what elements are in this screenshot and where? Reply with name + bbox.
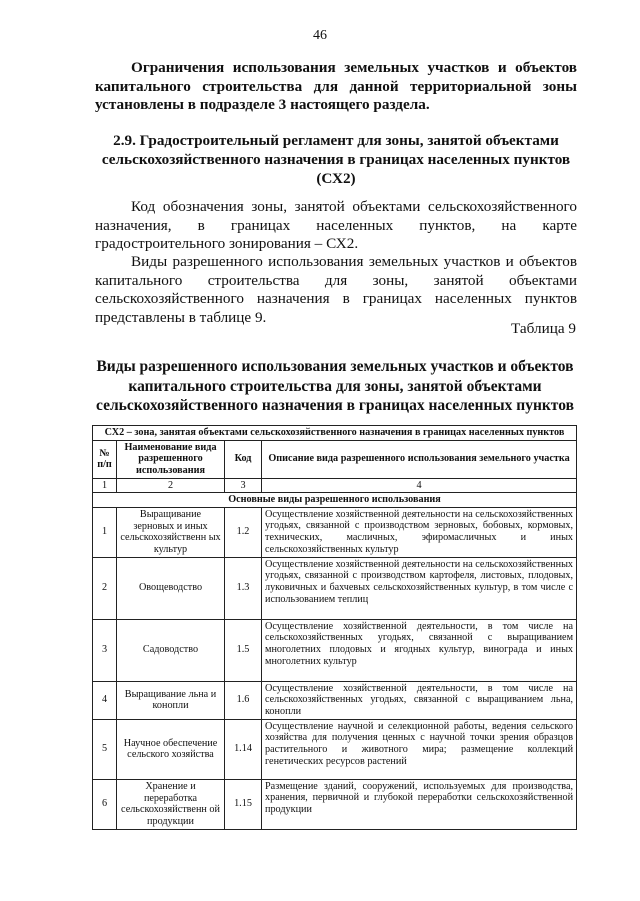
table-row xyxy=(93,507,577,557)
row-code: 1.3 xyxy=(225,557,262,619)
row-name: Выращивание зерновых и иных сельскохозяйственн ых культур xyxy=(117,507,225,557)
row-number: 4 xyxy=(93,681,117,719)
table-title: Виды разрешенного использования земельных участков и объектов капитального строительства для зоны, занятой объектами сельскохозяйственного назначения в границах населенных пунктов xyxy=(96,358,574,414)
row-name: Выращивание льна и конопли xyxy=(117,681,225,719)
row-description: Осуществление хозяйственной деятельности, в том числе на сельскохозяйственных угодьях, связанной с выращиванием многолетних плодовых и ягодных культур, винограда и иных многолетних культур xyxy=(262,619,577,681)
row-number: 2 xyxy=(93,557,117,619)
row-code: 1.5 xyxy=(225,619,262,681)
row-name: Садоводство xyxy=(117,619,225,681)
header-name: Наименование вида разрешенного использования xyxy=(117,440,225,478)
row-number: 1 xyxy=(93,507,117,557)
intro-paragraph: Ограничения использования земельных участков и объектов капитального строительства для данной территориальной зоны установлены в подразделе 3 настоящего раздела. xyxy=(95,59,577,114)
table-row xyxy=(93,557,577,619)
table-row xyxy=(93,619,577,681)
row-description: Осуществление научной и селекционной работы, ведения сельского хозяйства для получения ценных с научной точки зрения образцов растительного и животного мира; размещение коллекций генетических ресурсов растений xyxy=(262,719,577,779)
row-code: 1.14 xyxy=(225,719,262,779)
group-row xyxy=(93,493,577,508)
header-desc: Описание вида разрешенного использования земельного участка xyxy=(262,440,577,478)
row-description: Осуществление хозяйственной деятельности на сельскохозяйственных угодьях, связанной с производством зерновых, бобовых, кормовых, технических, масличных, эфиромасличных и иных сельскохозяйственных культур xyxy=(262,507,577,557)
section-title: 2.9. Градостроительный регламент для зоны, занятой объектами сельскохозяйственного назначения в границах населенных пунктов (СХ2) xyxy=(101,132,571,187)
table-row xyxy=(93,719,577,779)
row-code: 1.6 xyxy=(225,681,262,719)
col-number: 2 xyxy=(117,478,225,493)
row-code: 1.2 xyxy=(225,507,262,557)
row-description: Размещение зданий, сооружений, используемых для производства, хранения, первичной и глубокой переработки сельскохозяйственной продукции xyxy=(262,779,577,829)
row-name: Овощеводство xyxy=(117,557,225,619)
row-description: Осуществление хозяйственной деятельности на сельскохозяйственных угодьях, связанной с производством картофеля, листовых, плодовых, луковичных и бахчевых сельскохозяйственных культур, в том числе с использованием теплиц xyxy=(262,557,577,619)
table-header-row xyxy=(93,440,577,478)
header-num: № п/п xyxy=(93,440,117,478)
row-description: Осуществление хозяйственной деятельности, в том числе на сельскохозяйственных угодьях, связанной с выращиванием льна, конопли xyxy=(262,681,577,719)
row-name: Научное обеспечение сельского хозяйства xyxy=(117,719,225,779)
table-row xyxy=(93,681,577,719)
table-number: Таблица 9 xyxy=(511,320,576,337)
column-numbers-row xyxy=(93,478,577,493)
group-label: Основные виды разрешенного использования xyxy=(93,493,577,508)
header-code: Код xyxy=(225,440,262,478)
row-code: 1.15 xyxy=(225,779,262,829)
row-number: 6 xyxy=(93,779,117,829)
land-use-table xyxy=(92,425,577,830)
table-caption: СХ2 – зона, занятая объектами сельскохозяйственного назначения в границах населенных пунктов xyxy=(93,426,577,441)
page-number: 46 xyxy=(313,28,327,43)
table-row xyxy=(93,779,577,829)
paragraph-zone-code: Код обозначения зоны, занятой объектами сельскохозяйственного назначения, в границах населенных пунктов, на карте градостроительного зонирования – СХ2. xyxy=(95,198,577,253)
row-number: 3 xyxy=(93,619,117,681)
col-number: 4 xyxy=(262,478,577,493)
row-number: 5 xyxy=(93,719,117,779)
paragraph-table-ref: Виды разрешенного использования земельных участков и объектов капитального строительства для зоны, занятой объектами сельскохозяйственного назначения в границах населенных пунктов представлены в таблице 9. xyxy=(95,253,577,326)
col-number: 1 xyxy=(93,478,117,493)
row-name: Хранение и переработка сельскохозяйственн ой продукции xyxy=(117,779,225,829)
col-number: 3 xyxy=(225,478,262,493)
table-caption-row xyxy=(93,426,577,441)
